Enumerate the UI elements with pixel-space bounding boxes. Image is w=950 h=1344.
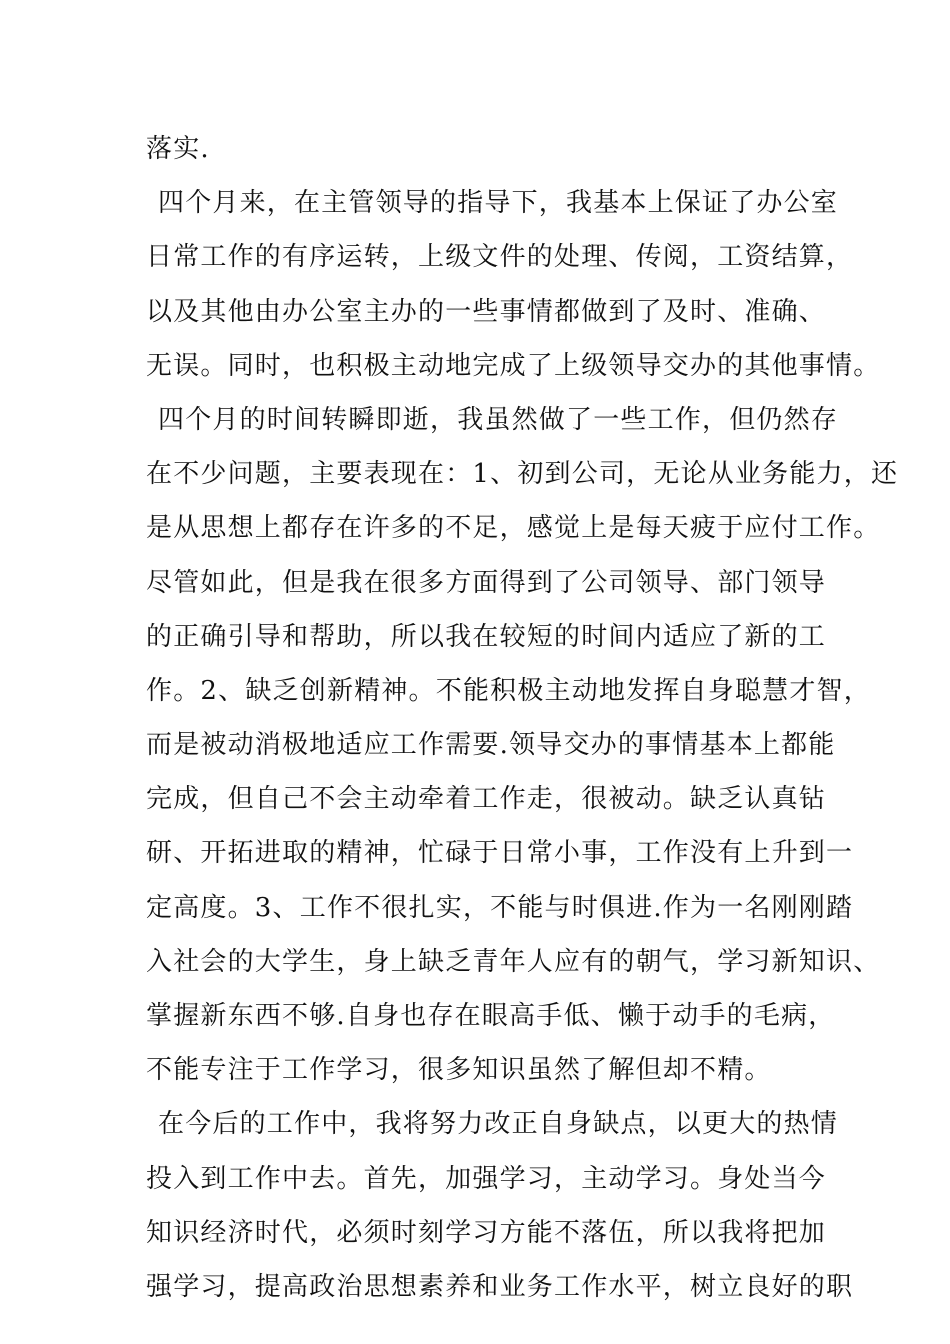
text-line: 投入到工作中去。首先，加强学习，主动学习。身处当今 [146,1163,827,1194]
text-line: 四个月来，在主管领导的指导下，我基本上保证了办公室 [158,188,839,219]
text-line: 在不少问题，主要表现在：1、初到公司，无论从业务能力，还 [146,459,899,490]
text-line: 强学习，提高政治思想素养和业务工作水平，树立良好的职 [146,1271,854,1302]
text-line: 入社会的大学生，身上缺乏青年人应有的朝气，学习新知识、 [146,946,881,977]
text-line: 不能专注于工作学习，很多知识虽然了解但却不精。 [146,1055,772,1086]
text-line: 日常工作的有序运转，上级文件的处理、传阅，工资结算， [146,242,854,273]
text-line: 在今后的工作中，我将努力改正自身缺点，以更大的热情 [158,1109,839,1140]
text-line: 落实. [146,134,210,164]
text-line: 四个月的时间转瞬即逝，我虽然做了一些工作，但仍然存 [158,404,839,435]
text-line: 知识经济时代，必须时刻学习方能不落伍，所以我将把加 [146,1217,827,1248]
text-line: 尽管如此，但是我在很多方面得到了公司领导、部门领导 [146,567,827,598]
text-line: 是从思想上都存在许多的不足，感觉上是每天疲于应付工作。 [146,513,881,544]
text-line: 的正确引导和帮助，所以我在较短的时间内适应了新的工 [146,621,827,652]
text-line: 完成，但自己不会主动牵着工作走，很被动。缺乏认真钻 [146,784,827,815]
text-line: 作。2、缺乏创新精神。不能积极主动地发挥自身聪慧才智， [146,675,871,706]
text-line: 掌握新东西不够.自身也存在眼高手低、懒于动手的毛病， [146,1001,836,1031]
text-line: 无误。同时，也积极主动地完成了上级领导交办的其他事情。 [146,350,881,381]
text-line: 而是被动消极地适应工作需要.领导交办的事情基本上都能 [146,730,836,761]
text-line: 以及其他由办公室主办的一些事情都做到了及时、准确、 [146,296,827,327]
body-text [146,127,899,1319]
text-line: 研、开拓进取的精神，忙碌于日常小事，工作没有上升到一 [146,838,854,869]
text-line: 定高度。3、工作不很扎实，不能与时俱进.作为一名刚刚踏 [146,892,854,923]
